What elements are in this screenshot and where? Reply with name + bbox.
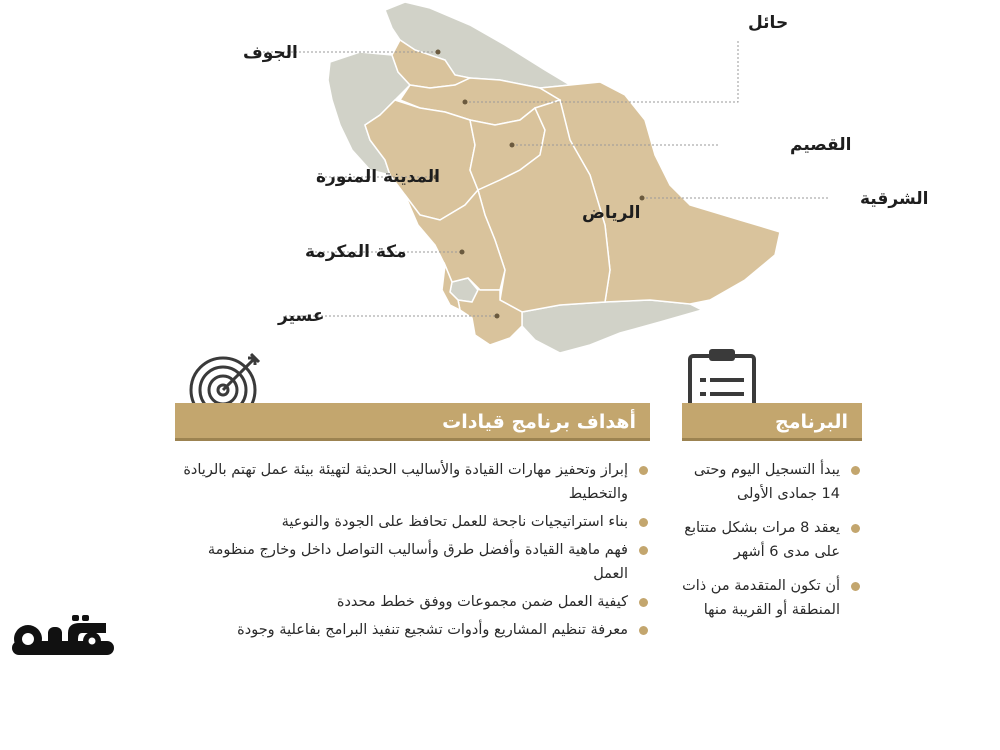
program-section-title: البرنامج xyxy=(682,403,862,441)
label-madinah: المدينة المنورة xyxy=(316,167,441,187)
program-item: أن تكون المتقدمة من ذات المنطقة أو القريبة منها xyxy=(682,574,862,622)
region-najran xyxy=(522,300,702,353)
goal-item: فهم ماهية القيادة وأفضل طرق وأساليب التواصل داخل وخارج منظومة العمل xyxy=(175,538,650,586)
label-riyadh: الرياض xyxy=(582,203,641,223)
label-jouf: الجوف xyxy=(243,43,298,63)
goal-item: كيفية العمل ضمن مجموعات ووفق خطط محددة xyxy=(175,590,650,614)
goals-list xyxy=(175,458,650,646)
label-sharqiya: الشرقية xyxy=(860,189,929,209)
label-makkah: مكة المكرمة xyxy=(305,242,407,262)
goal-item: إبراز وتحفيز مهارات القيادة والأساليب الحديثة لتهيئة بيئة عمل تهتم بالريادة والتخطيط xyxy=(175,458,650,506)
program-item: يبدأ التسجيل اليوم وحتى 14 جمادى الأولى xyxy=(682,458,862,506)
map-highlighted-regions xyxy=(365,40,780,345)
label-hail: حائل xyxy=(748,13,789,33)
program-list xyxy=(682,458,862,632)
label-qassim: القصيم xyxy=(790,135,852,155)
makkah-newspaper-logo xyxy=(8,613,118,669)
goals-section-title: أهداف برنامج قيادات xyxy=(175,403,650,441)
label-asir: عسير xyxy=(278,306,325,326)
goal-item: معرفة تنظيم المشاريع وأدوات تشجيع تنفيذ البرامج بفاعلية وجودة xyxy=(175,618,650,642)
goal-item: بناء استراتيجيات ناجحة للعمل تحافظ على الجودة والنوعية xyxy=(175,510,650,534)
program-item: يعقد 8 مرات بشكل متتابع على مدى 6 أشهر xyxy=(682,516,862,564)
